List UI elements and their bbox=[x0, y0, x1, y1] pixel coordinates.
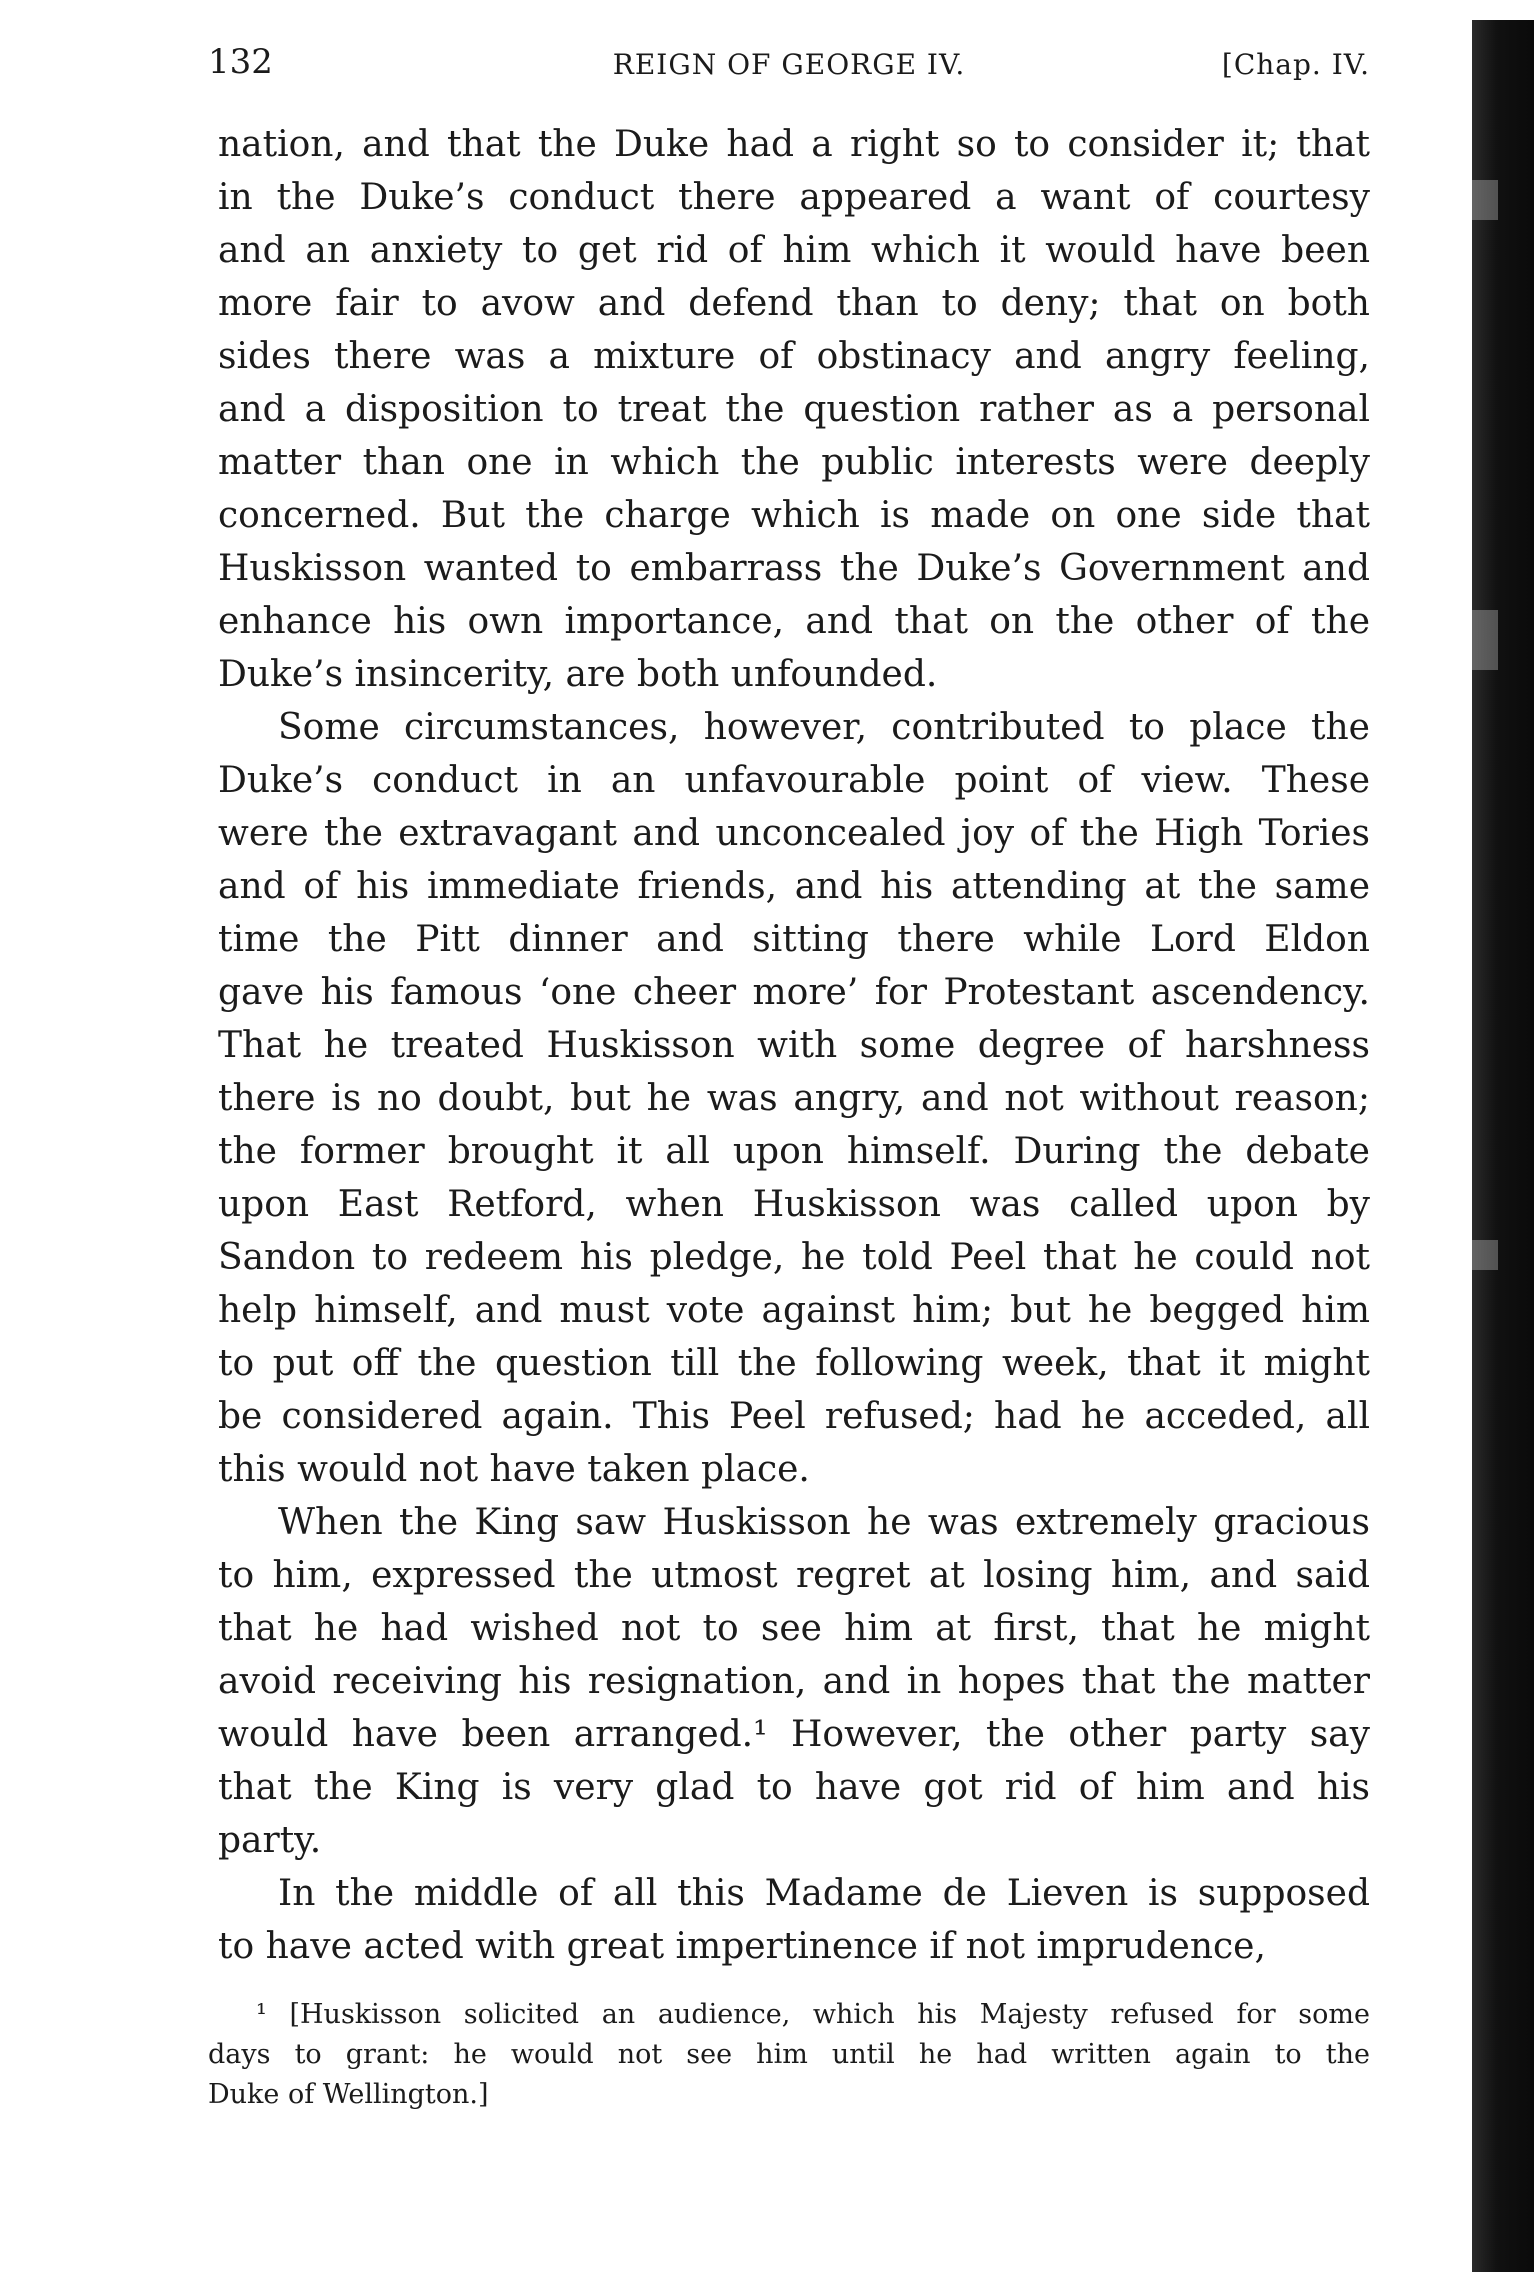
text-line: this would not have taken place. bbox=[218, 1449, 810, 1490]
text-line: and a disposition to treat the question rather as a personal bbox=[218, 389, 1370, 430]
text-line: When the King saw Huskisson he was extremely gracious bbox=[278, 1502, 1370, 1543]
page-edge-mark bbox=[1472, 610, 1498, 670]
text-line: enhance his own importance, and that on the other of the bbox=[218, 601, 1370, 642]
text-line: be considered again. This Peel refused; had he acceded, all bbox=[218, 1396, 1370, 1437]
text-line: In the middle of all this Madame de Lieven is supposed bbox=[278, 1873, 1370, 1914]
text-line: help himself, and must vote against him; but he begged him bbox=[218, 1290, 1370, 1331]
page-edge-mark bbox=[1472, 180, 1498, 220]
footnote-line: days to grant: he would not see him until he had written again to the bbox=[208, 2039, 1370, 2070]
text-line: Sandon to redeem his pledge, he told Peel that he could not bbox=[218, 1237, 1370, 1278]
footnote-line: Duke of Wellington.] bbox=[208, 2079, 489, 2110]
text-line: avoid receiving his resignation, and in hopes that the matter bbox=[218, 1661, 1370, 1702]
page-edge-mark bbox=[1472, 1240, 1498, 1270]
text-line: and of his immediate friends, and his attending at the same bbox=[218, 866, 1370, 907]
footnote bbox=[208, 1995, 1370, 2115]
text-line: that the King is very glad to have got rid of him and his bbox=[218, 1767, 1370, 1808]
body-text bbox=[218, 118, 1370, 1973]
text-line: more fair to avow and defend than to deny; that on both bbox=[218, 283, 1370, 324]
text-line: and an anxiety to get rid of him which it would have been bbox=[218, 230, 1370, 271]
paragraph bbox=[218, 1496, 1370, 1867]
running-header bbox=[208, 42, 1370, 92]
text-line: time the Pitt dinner and sitting there while Lord Eldon bbox=[218, 919, 1370, 960]
running-title: REIGN OF GEORGE IV. bbox=[612, 48, 966, 81]
text-line: that he had wished not to see him at first, that he might bbox=[218, 1608, 1370, 1649]
paragraph bbox=[218, 118, 1370, 701]
text-line: would have been arranged.¹ However, the other party say bbox=[218, 1714, 1370, 1755]
text-line: to put off the question till the following week, that it might bbox=[218, 1343, 1370, 1384]
page-edge-shadow bbox=[1472, 20, 1534, 2272]
text-line: the former brought it all upon himself. During the debate bbox=[218, 1131, 1370, 1172]
text-line: to have acted with great impertinence if not imprudence, bbox=[218, 1926, 1266, 1967]
text-line: Duke’s insincerity, are both unfounded. bbox=[218, 654, 938, 695]
text-line: to him, expressed the utmost regret at losing him, and said bbox=[218, 1555, 1370, 1596]
paragraph bbox=[218, 701, 1370, 1496]
text-line: Duke’s conduct in an unfavourable point of view. These bbox=[218, 760, 1370, 801]
text-line: gave his famous ‘one cheer more’ for Protestant ascendency. bbox=[218, 972, 1370, 1013]
text-line: there is no doubt, but he was angry, and not without reason; bbox=[218, 1078, 1370, 1119]
text-line: Some circumstances, however, contributed to place the bbox=[278, 707, 1370, 748]
text-line: That he treated Huskisson with some degree of harshness bbox=[218, 1025, 1370, 1066]
text-line: upon East Retford, when Huskisson was called upon by bbox=[218, 1184, 1370, 1225]
footnote-line: ¹ [Huskisson solicited an audience, which his Majesty refused for some bbox=[256, 1999, 1370, 2030]
page-number: 132 bbox=[208, 42, 273, 82]
text-line: Huskisson wanted to embarrass the Duke’s Government and bbox=[218, 548, 1370, 589]
text-line: nation, and that the Duke had a right so to consider it; that bbox=[218, 124, 1370, 165]
text-line: sides there was a mixture of obstinacy and angry feeling, bbox=[218, 336, 1370, 377]
text-line: party. bbox=[218, 1820, 322, 1861]
text-line: matter than one in which the public interests were deeply bbox=[218, 442, 1370, 483]
text-line: concerned. But the charge which is made on one side that bbox=[218, 495, 1370, 536]
paragraph bbox=[218, 1867, 1370, 1973]
text-line: were the extravagant and unconcealed joy of the High Tories bbox=[218, 813, 1370, 854]
text-line: in the Duke’s conduct there appeared a want of courtesy bbox=[218, 177, 1370, 218]
chapter-label: [Chap. IV. bbox=[1221, 48, 1370, 81]
